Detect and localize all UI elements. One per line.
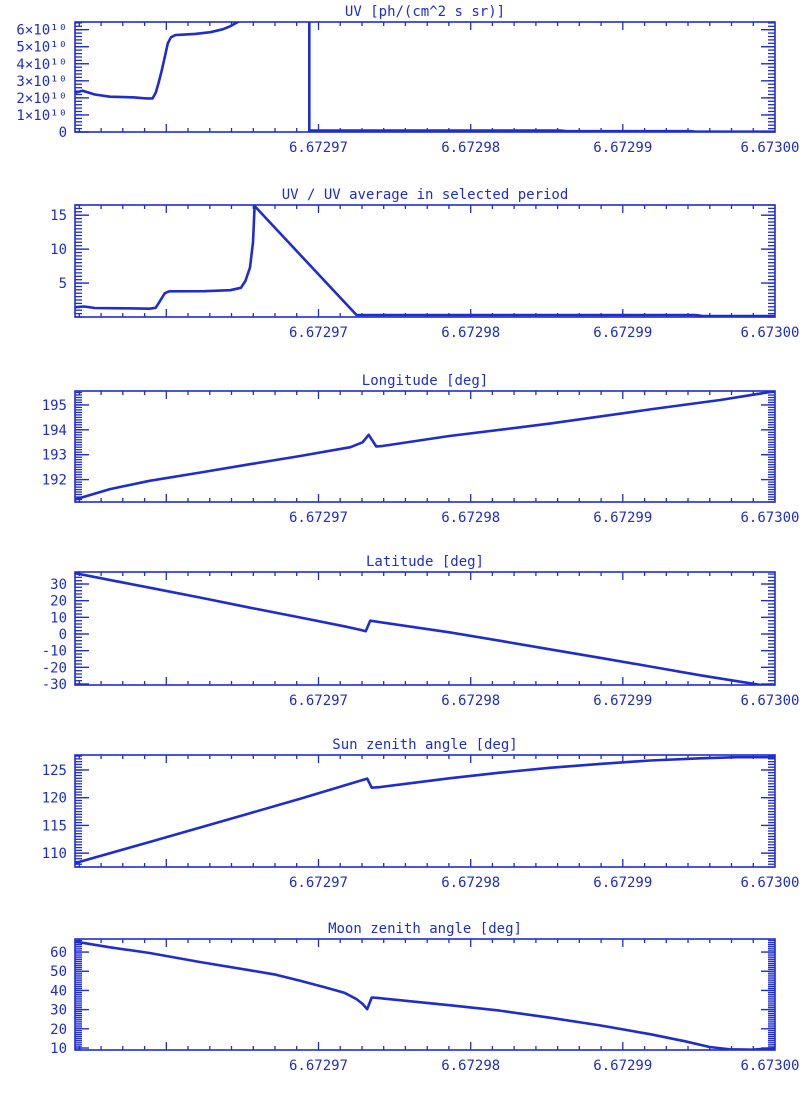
longitude-y-tick-label: 194: [41, 422, 67, 439]
moon-zenith-x-tick-label: 6.67300: [740, 1058, 800, 1074]
uv-y-tick-label: 0: [58, 125, 67, 141]
uv-x-tick-label: 6.67299: [593, 140, 653, 156]
moon-zenith-y-tick-label: 50: [50, 964, 67, 981]
uv-ratio-title: UV / UV average in selected period: [281, 187, 569, 203]
uv-x-tick-label: 6.67300: [740, 140, 800, 156]
uv-x-tick-label: 6.67297: [288, 140, 349, 156]
moon-zenith-title: Moon zenith angle [deg]: [328, 921, 522, 937]
sun-zenith-x-tick-label: 6.67300: [740, 875, 800, 891]
sun-zenith-x-tick-label: 6.67298: [441, 875, 501, 891]
longitude-x-tick-label: 6.67299: [593, 510, 653, 526]
sun-zenith-y-tick-label: 115: [41, 818, 67, 835]
latitude-y-tick-label: 30: [50, 577, 67, 593]
uv-title: UV [ph/(cm^2 s sr)]: [344, 4, 506, 20]
moon-zenith-x-tick-label: 6.67298: [441, 1058, 501, 1074]
moon-zenith-x-tick-label: 6.67299: [593, 1058, 653, 1074]
latitude-x-tick-label: 6.67298: [441, 693, 501, 709]
latitude-x-tick-label: 6.67299: [593, 693, 653, 709]
latitude-title: Latitude [deg]: [365, 554, 485, 570]
uv-ratio-y-tick-label: 15: [50, 208, 67, 225]
longitude-x-tick-label: 6.67298: [441, 510, 501, 526]
sun-zenith-x-tick-label: 6.67297: [288, 875, 349, 891]
moon-zenith-y-tick-label: 30: [50, 1002, 67, 1019]
moon-zenith-y-tick-label: 20: [50, 1021, 67, 1038]
uv-ratio-x-tick-label: 6.67297: [288, 325, 349, 341]
sun-zenith-y-tick-label: 125: [41, 763, 67, 779]
moon-zenith-y-tick-label: 40: [50, 983, 67, 1000]
uv-ratio-x-tick-label: 6.67300: [740, 325, 800, 341]
moon-zenith-y-tick-label: 60: [50, 945, 67, 961]
uv-y-tick-label: 2×10¹⁰: [16, 90, 67, 107]
uv-y-tick-label: 4×10¹⁰: [16, 56, 67, 73]
uv-ratio-y-tick-label: 5: [58, 276, 67, 293]
uv-y-tick-label: 1×10¹⁰: [16, 107, 67, 124]
longitude-title: Longitude [deg]: [361, 373, 489, 389]
longitude-x-tick-label: 6.67300: [740, 510, 800, 526]
moon-zenith-y-tick-label: 10: [50, 1041, 67, 1057]
latitude-y-tick-label: 10: [50, 610, 67, 627]
latitude-y-tick-label: -20: [41, 660, 67, 677]
uv-y-tick-label: 6×10¹⁰: [16, 22, 67, 39]
latitude-x-tick-label: 6.67300: [740, 693, 800, 709]
sun-zenith-y-tick-label: 120: [41, 790, 67, 807]
sun-zenith-y-tick-label: 110: [41, 846, 67, 863]
longitude-x-tick-label: 6.67297: [288, 510, 349, 526]
uv-y-tick-label: 3×10¹⁰: [16, 73, 67, 90]
longitude-y-tick-label: 192: [41, 472, 67, 489]
latitude-y-tick-label: 0: [58, 627, 67, 643]
latitude-x-tick-label: 6.67297: [288, 693, 349, 709]
uv-y-tick-label: 5×10¹⁰: [16, 39, 67, 56]
moon-zenith-x-tick-label: 6.67297: [288, 1058, 349, 1074]
latitude-y-tick-label: -30: [41, 677, 67, 693]
uv-ratio-x-tick-label: 6.67298: [441, 325, 501, 341]
uv-x-tick-label: 6.67298: [441, 140, 501, 156]
sun-zenith-title: Sun zenith angle [deg]: [332, 737, 518, 753]
longitude-y-tick-label: 195: [41, 397, 67, 414]
uv-ratio-x-tick-label: 6.67299: [593, 325, 653, 341]
latitude-y-tick-label: -10: [41, 643, 67, 660]
longitude-y-tick-label: 193: [41, 447, 67, 464]
latitude-y-tick-label: 20: [50, 593, 67, 610]
sun-zenith-x-tick-label: 6.67299: [593, 875, 653, 891]
uv-ratio-y-tick-label: 10: [50, 242, 67, 259]
